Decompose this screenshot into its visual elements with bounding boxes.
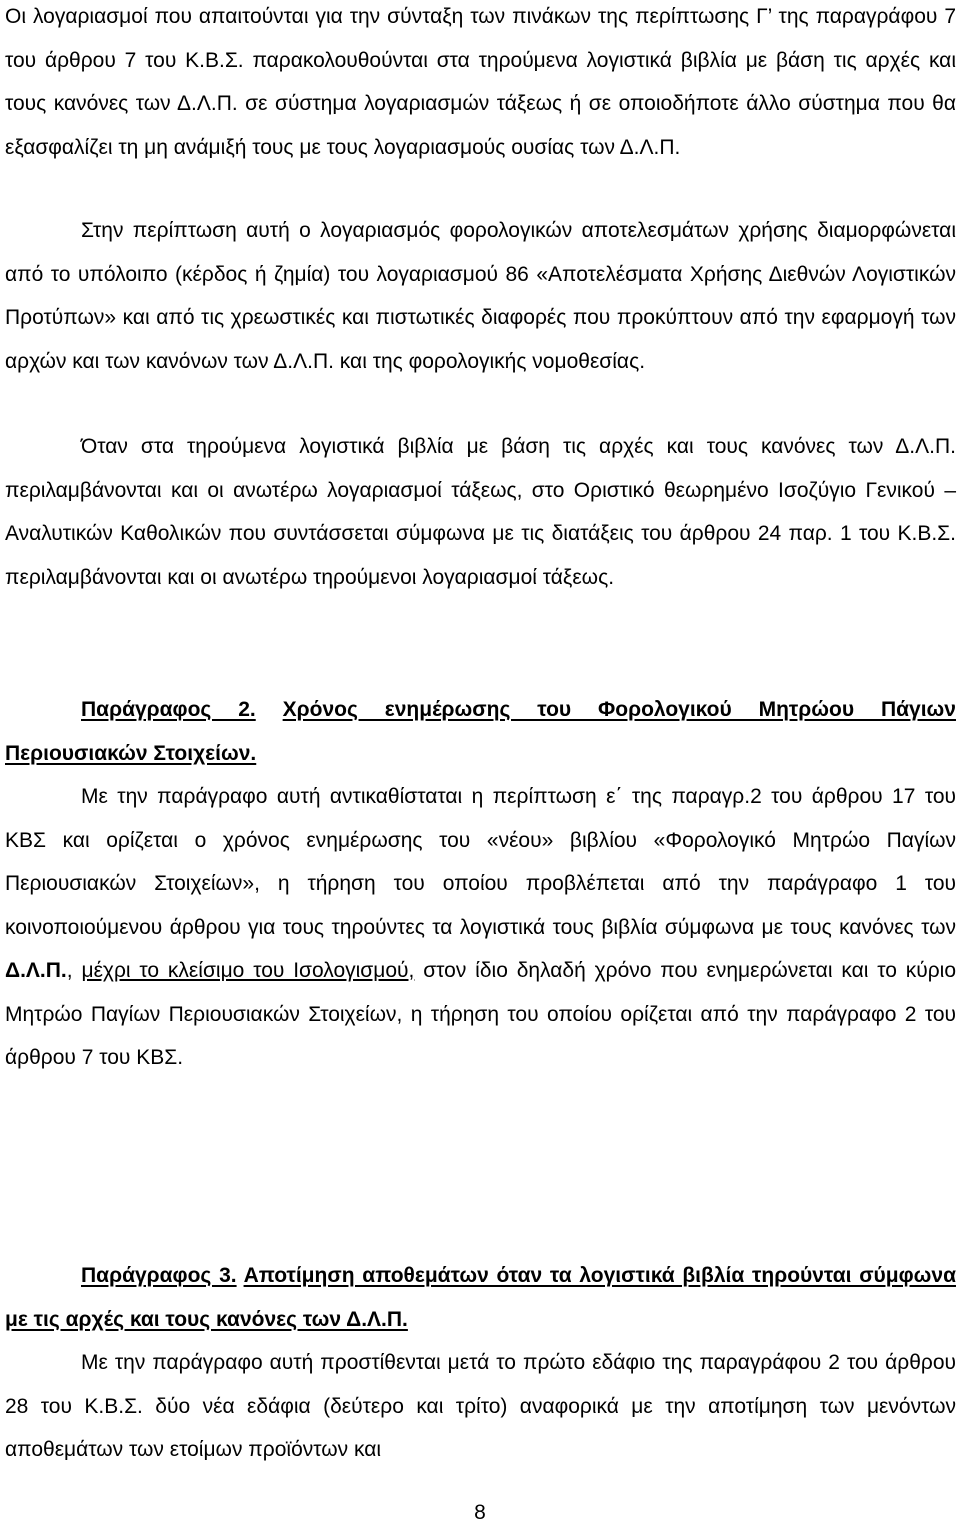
paragraph-fixed-assets-register bbox=[5, 775, 956, 1080]
punctuation: , bbox=[66, 959, 82, 982]
page-number: 8 bbox=[474, 1501, 486, 1524]
paragraph-text: Με την παράγραφο αυτή αντικαθίσταται η περίπτωση ε΄ της παραγρ.2 του άρθρου 17 του ΚΒΣ και ορίζεται ο χρόνος ενημέρωσης του «νέου» βιβλίου «Φορολογικό Μητρώο Παγίων Περιουσιακών Στοιχείων», η τήρηση του οποίου προβλέπεται από την παράγραφο 1 του κοινοποιούμενου άρθρου για τους τηρούντες τα λογιστικά τους βιβλία σύμφωνα με τους κανόνες των bbox=[5, 785, 956, 939]
paragraph-trial-balance bbox=[5, 425, 956, 599]
paragraph-text: Οι λογαριασμοί που απαιτούνται για την σύνταξη των πινάκων της περίπτωσης Γ’ της παραγράφου 7 του άρθρου 7 του Κ.Β.Σ. παρακολουθούνται στα τηρούμενα λογιστικά βιβλία με βάση τις αρχές και τους κανόνες των Δ.Λ.Π. σε σύστημα λογαριασμών τάξεως ή σε οποιοδήποτε άλλο σύστημα που θα εξασφαλίζει τη μη ανάμιξή τους με τους λογαριασμούς ουσίας των Δ.Λ.Π. bbox=[5, 5, 956, 159]
paragraph-text: Στην περίπτωση αυτή ο λογαριασμός φορολογικών αποτελεσμάτων χρήσης διαμορφώνεται από το υπόλοιπο (κέρδος ή ζημία) του λογαριασμού 86 «Αποτελέσματα Χρήσης Διεθνών Λογιστικών Προτύπων» και από τις χρεωστικές και πιστωτικές διαφορές που προκύπτουν από την εφαρμογή των αρχών και των κανόνων των Δ.Λ.Π. και της φορολογικής νομοθεσίας. bbox=[5, 219, 956, 373]
paragraph-text: στον ίδιο δηλαδή χρόνο που ενημερώνεται και το κύριο Μητρώο Παγίων Περιουσιακών Στοιχείων, η τήρηση του οποίου ορίζεται από την παράγραφο 2 του άρθρου 7 του ΚΒΣ. bbox=[5, 959, 957, 1069]
paragraph-tax-results-account bbox=[5, 209, 956, 383]
paragraph-inventory-valuation bbox=[5, 1341, 956, 1472]
heading-title: Χρόνος ενημέρωσης του Φορολογικού Μητρώου Πάγιων Περιουσιακών Στοιχείων. bbox=[5, 698, 956, 765]
heading-label: Παράγραφος 3. bbox=[81, 1264, 237, 1287]
section-heading-paragraph-2 bbox=[5, 688, 956, 775]
heading-label: Παράγραφος 2. bbox=[81, 698, 256, 721]
paragraph-text: Με την παράγραφο αυτή προστίθενται μετά το πρώτο εδάφιο της παραγράφου 2 του άρθρου 28 του Κ.Β.Σ. δύο νέα εδάφια (δεύτερο και τρίτο) αναφορικά με την αποτίμηση των μενόντων αποθεμάτων των ετοίμων προϊόντων και bbox=[5, 1351, 956, 1461]
underlined-phrase: μέχρι το κλείσιμο του Ισολογισμού, bbox=[81, 959, 415, 982]
section-heading-paragraph-3 bbox=[5, 1254, 956, 1341]
paragraph-text: Όταν στα τηρούμενα λογιστικά βιβλία με βάση τις αρχές και τους κανόνες των Δ.Λ.Π. περιλαμβάνονται και οι ανωτέρω λογαριασμοί τάξεως, στο Οριστικό θεωρημένο Ισοζύγιο Γενικού – Αναλυτικών Καθολικών που συντάσσεται σύμφωνα με τις διατάξεις του άρθρου 24 παρ. 1 του Κ.Β.Σ. περιλαμβάνονται και οι ανωτέρω τηρούμενοι λογαριασμοί τάξεως. bbox=[5, 435, 956, 589]
heading-title: Αποτίμηση αποθεμάτων όταν τα λογιστικά βιβλία τηρούνται σύμφωνα με τις αρχές και τους κανόνες των Δ.Λ.Π. bbox=[5, 1264, 956, 1331]
paragraph-tax-accounts bbox=[5, 0, 956, 169]
bold-abbreviation: Δ.Λ.Π. bbox=[5, 959, 67, 982]
